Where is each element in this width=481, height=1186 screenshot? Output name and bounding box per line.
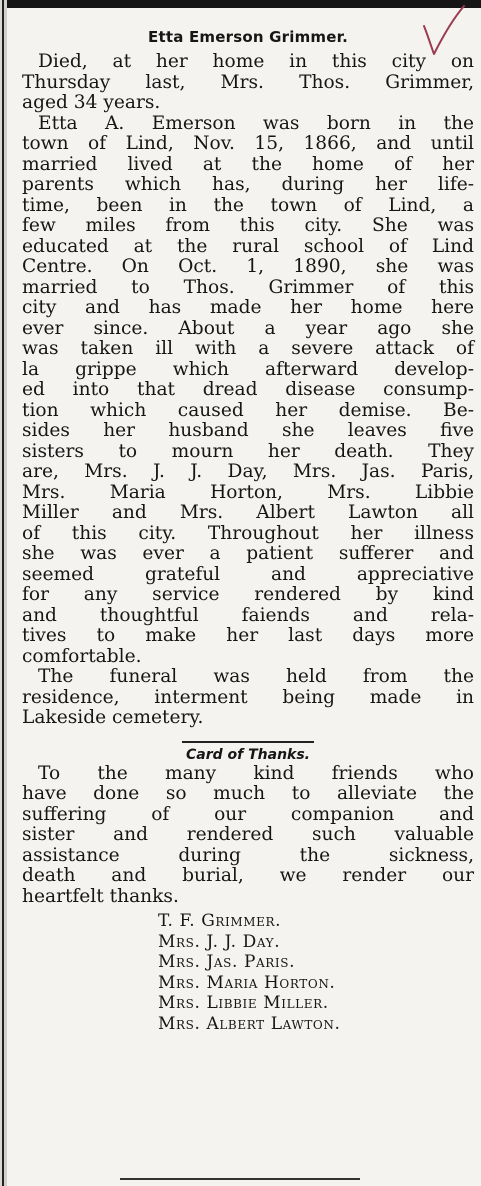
text-line: Etta A. Emerson was born in the [38, 112, 474, 134]
text-line: Mrs. Maria Horton, Mrs. Libbie [22, 481, 474, 503]
signature-line: Mrs. Maria Horton. [158, 972, 336, 993]
newspaper-clipping [22, 28, 474, 1034]
text-line: suffering of our companion and [22, 803, 474, 825]
text-line: death and burial, we render our [22, 865, 474, 886]
signature-line: Mrs. Albert Lawton. [158, 1013, 341, 1034]
text-line: married lived at the home of her [22, 153, 474, 175]
text-line: seemed grateful and appreciative [22, 563, 474, 585]
obituary-headline: Etta Emerson Grimmer. [148, 28, 348, 46]
biography-paragraph [22, 114, 474, 668]
text-line: tion which caused her demise. Be- [22, 399, 474, 421]
signature-line: Mrs. J. J. Day. [158, 931, 281, 952]
left-border-rule [0, 0, 7, 1186]
text-line: heartfelt thanks. [22, 885, 179, 907]
signature-line: T. F. Grimmer. [158, 911, 282, 931]
text-line: educated at the rural school of Lind [22, 235, 474, 257]
text-line: assistance during the sickness, [22, 844, 474, 866]
text-line: Lakeside cemetery. [22, 707, 204, 728]
text-line: sister and rendered such valuable [22, 824, 474, 845]
top-border-rule [0, 0, 481, 8]
text-line: aged 34 years. [22, 92, 161, 113]
text-line: Thursday last, Mrs. Thos. Grimmer, [22, 71, 474, 93]
text-line: ed into that dread disease consump- [22, 379, 474, 400]
text-line: comfortable. [22, 645, 142, 667]
text-line: and thoughtful faiends and rela- [22, 604, 474, 626]
section-divider [182, 741, 314, 743]
text-line: are, Mrs. J. J. Day, Mrs. Jas. Paris, [22, 461, 474, 482]
text-line: town of Lind, Nov. 15, 1866, and until [22, 133, 474, 154]
text-line: To the many kind friends who [38, 762, 474, 784]
text-line: of this city. Throughout her illness [22, 522, 474, 544]
text-line: tives to make her last days more [22, 625, 474, 646]
text-line: Miller and Mrs. Albert Lawton all [22, 502, 474, 523]
signature-line: Mrs. Libbie Miller. [158, 993, 329, 1013]
card-of-thanks-heading: Card of Thanks. [186, 746, 310, 763]
text-line: parents which has, during her life- [22, 174, 474, 195]
signature-line: Mrs. Jas. Paris. [158, 952, 296, 972]
text-line: time, been in the town of Lind, a [22, 194, 474, 216]
text-line: for any service rendered by kind [22, 584, 474, 605]
death-notice-paragraph [22, 52, 474, 114]
text-line: residence, interment being made in [22, 686, 474, 708]
text-line: The funeral was held from the [38, 666, 474, 687]
text-line: ever since. About a year ago she [22, 317, 474, 339]
bottom-rule [120, 1178, 360, 1180]
text-line: few miles from this city. She was [22, 215, 474, 236]
funeral-paragraph [22, 667, 474, 729]
text-line: city and has made her home here [22, 297, 474, 318]
signature-list [22, 911, 474, 1034]
text-line: Centre. On Oct. 1, 1890, she was [22, 256, 474, 277]
text-line: sisters to mourn her death. They [22, 440, 474, 462]
text-line: Died, at her home in this city on [38, 51, 474, 72]
text-line: have done so much to alleviate the [22, 783, 474, 804]
text-line: married to Thos. Grimmer of this [22, 276, 474, 298]
text-line: she was ever a patient sufferer and [22, 543, 474, 564]
text-line: sides her husband she leaves five [22, 420, 474, 441]
card-of-thanks-paragraph [22, 764, 474, 908]
text-line: was taken ill with a severe attack of [22, 338, 474, 359]
text-line: la grippe which afterward develop- [22, 358, 474, 380]
